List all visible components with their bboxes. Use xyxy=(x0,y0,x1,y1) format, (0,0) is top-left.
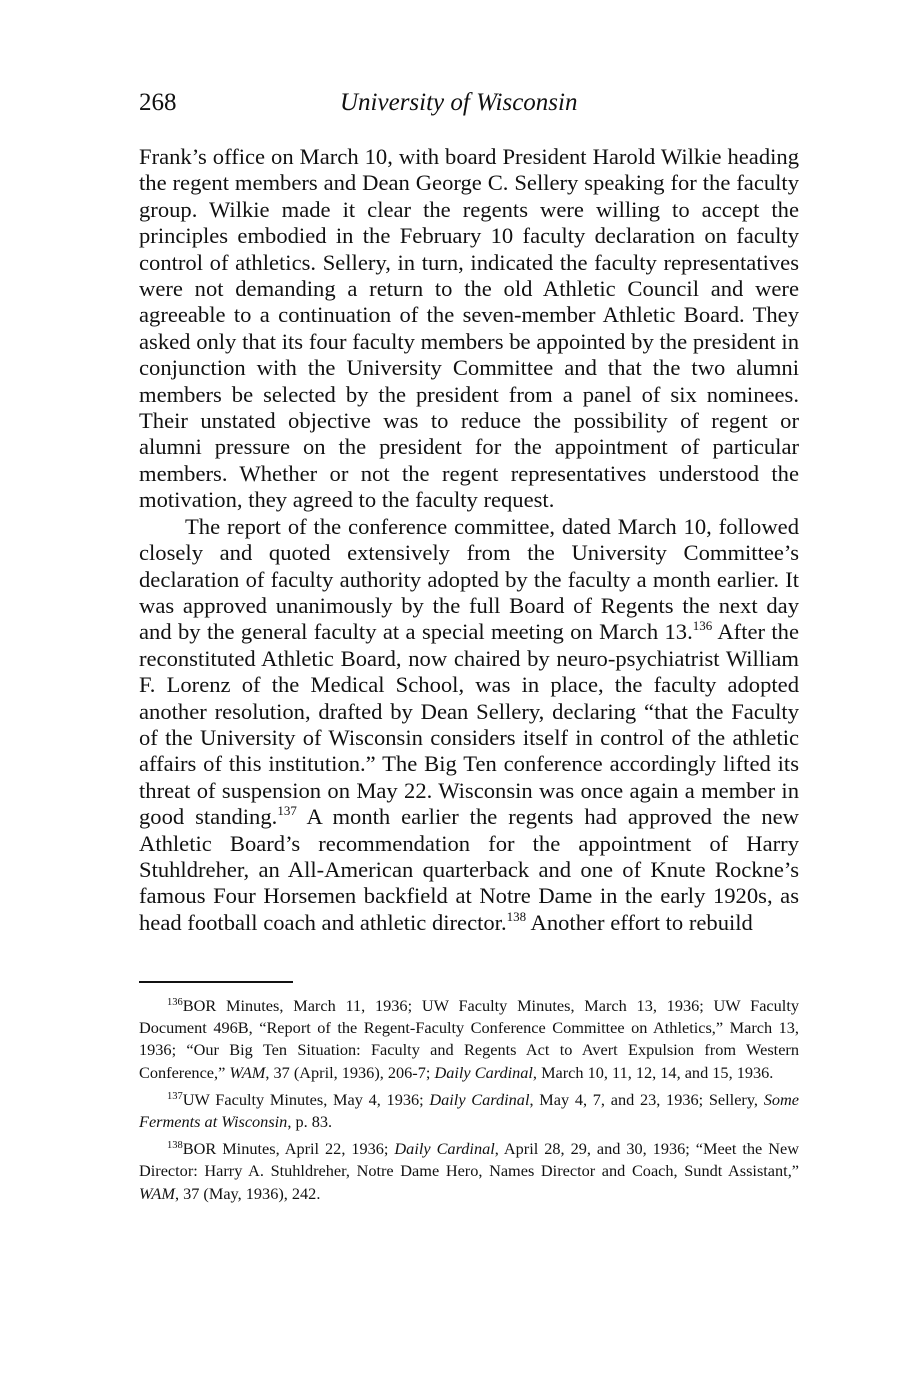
footnote-number: 137 xyxy=(167,1090,183,1102)
footnote-136 xyxy=(139,995,799,1084)
footnote-text: , 37 (May, 1936), 242. xyxy=(174,1183,321,1203)
paragraph-1: Frank’s office on March 10, with board President Harold Wilkie heading the regent members and Dean George C. Sellery speaking for the faculty group. Wilkie made it clear the regents were willing to accept the principles embodied in the February 10 faculty declaration on faculty control of athletics. Sellery, in turn, indicated the faculty representatives were not demanding a return to the old Athletic Council and were agreeable to a continuation of the seven-member Athletic Board. They asked only that its four faculty members be appointed by the president in conjunction with the University Committee and that the two alumni members be selected by the president from a panel of six nominees. Their unstated objective was to reduce the possibility of regent or alumni pressure on the president for the appointment of particular members. Whether or not the regent representatives understood the motivation, they agreed to the faculty request. xyxy=(139,144,799,513)
footnote-ref-138: 138 xyxy=(506,908,527,924)
footnote-text: , p. 83. xyxy=(287,1112,333,1132)
footnote-divider xyxy=(139,981,293,983)
footnote-number: 138 xyxy=(167,1140,183,1152)
footnote-number: 136 xyxy=(167,997,183,1008)
footnote-italic: Some Ferments at Wisconsin xyxy=(139,1089,799,1132)
footnote-text: , April 28, 29, and 30, 1936; “Meet the New Director: Harry A. Stuhldreher, Notre Dame Hero, Names Director and Coach, Sundt Assistant,” xyxy=(139,1139,799,1181)
footnote-text: , March 10, 11, 12, 14, and 15, 1936. xyxy=(532,1062,774,1082)
footnotes xyxy=(139,995,799,1210)
paragraph-2-part-c: A month earlier the regents had approved the new Athletic Board’s recommendation for the appointment of Harry Stuhldreher, an All-American quarterback and one of Knute Rockne’s famous Four Horsemen backfield at Notre Dame in the early 1920s, as head football coach and athletic director. xyxy=(139,804,799,935)
footnote-text: BOR Minutes, March 11, 1936; UW Faculty Minutes, March 13, 1936; UW Faculty Document 496B, “Report of the Regent-Faculty Conference Committee on Athletics,” March 13, 1936; “Our Big Ten Situation: Faculty and Regents Act to Avert Expulsion from Western Conference,” xyxy=(139,996,799,1082)
footnote-text: , May 4, 7, and 23, 1936; Sellery, xyxy=(529,1089,764,1109)
footnote-text: BOR Minutes, April 22, 1936; xyxy=(182,1139,395,1159)
footnote-italic: WAM xyxy=(139,1183,175,1203)
paragraph-2 xyxy=(139,514,799,937)
running-title: University of Wisconsin xyxy=(340,89,578,116)
footnote-text: UW Faculty Minutes, May 4, 1936; xyxy=(182,1089,430,1109)
paragraph-2-part-b: After the reconstituted Athletic Board, now chaired by neuro-psychiatrist William F. Lorenz of the Medical School, was in place, the faculty adopted another resolution, drafted by Dean Sellery, declaring “that the Faculty of the University of Wisconsin considers itself in control of the athletic affairs of this institution.” The Big Ten conference accordingly lifted its threat of suspension on May 22. Wisconsin was once again a member in good standing. xyxy=(139,619,799,830)
footnote-text: , 37 (April, 1936), 206-7; xyxy=(265,1062,435,1082)
page-number: 268 xyxy=(139,89,177,116)
footnote-138 xyxy=(139,1138,799,1205)
paragraph-2-part-a: The report of the conference committee, dated March 10, followed closely and quoted extensively from the University Committee’s declaration of faculty authority adopted by the faculty a month earlier. It was approved unanimously by the full Board of Regents the next day and by the general faculty at a special meeting on March 13. xyxy=(139,513,799,645)
footnote-ref-137: 137 xyxy=(277,803,297,819)
footnote-italic: Daily Cardinal xyxy=(429,1089,530,1109)
footnote-italic: Daily Cardinal xyxy=(434,1062,533,1082)
footnote-137 xyxy=(139,1089,799,1133)
paragraph-2-part-d: Another effort to rebuild xyxy=(526,909,753,935)
footnote-italic: WAM xyxy=(229,1062,266,1082)
footnote-italic: Daily Cardinal xyxy=(394,1139,495,1159)
body-text xyxy=(139,144,799,936)
footnote-ref-136: 136 xyxy=(692,618,713,634)
